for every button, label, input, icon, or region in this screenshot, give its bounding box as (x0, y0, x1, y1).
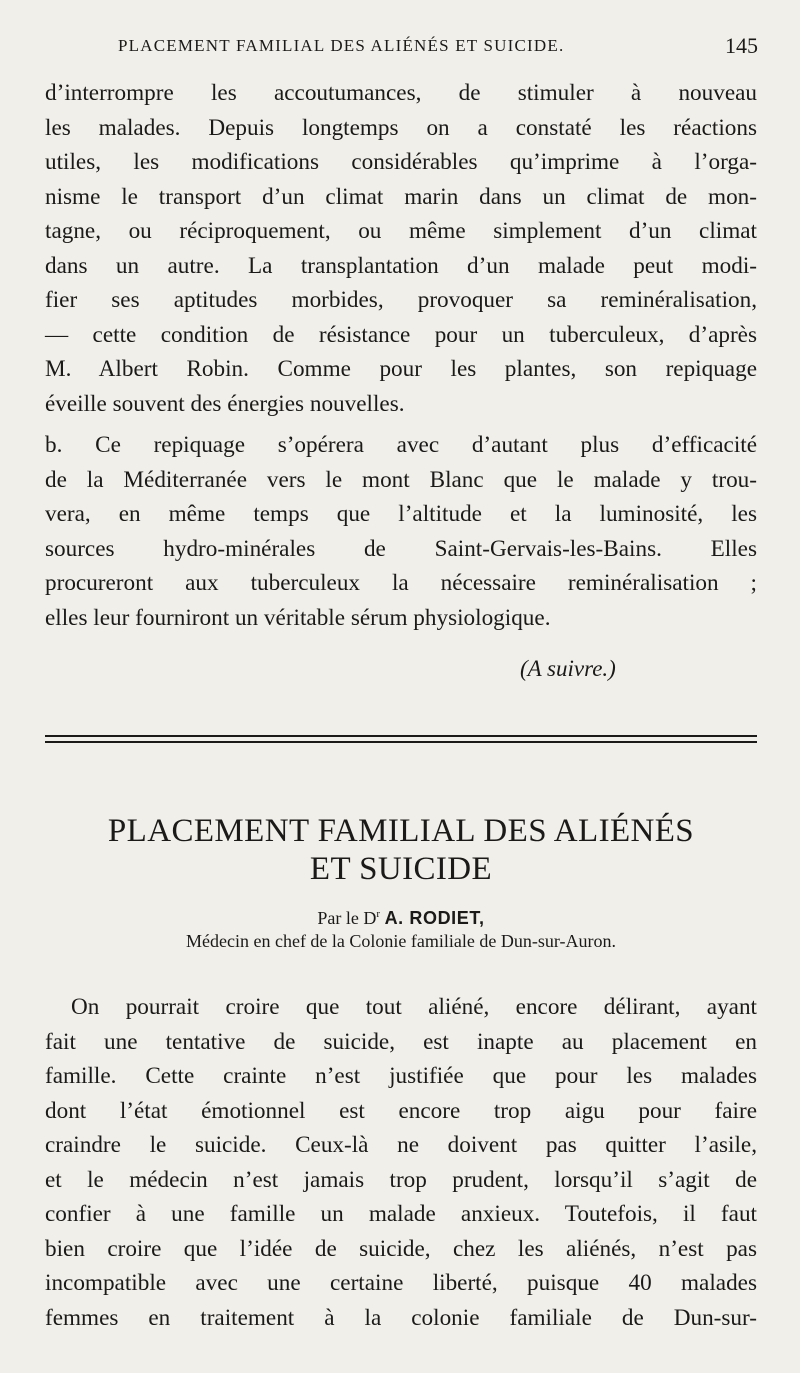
to-be-continued-text: (A suivre.) (520, 656, 616, 681)
text-line: fier ses aptitudes morbides, provoquer sa reminéralisation, (45, 287, 757, 313)
running-head (118, 33, 758, 58)
text-line: elles leur fourniront un véritable sérum physiologique. (45, 604, 551, 631)
text-line: famille. Cette crainte n’est justifiée que pour les malades (45, 1063, 757, 1089)
text-line: craindre le suicide. Ceux-là ne doivent pas quitter l’asile, (45, 1132, 757, 1158)
text-line: confier à une famille un malade anxieux. Toutefois, il faut (45, 1201, 757, 1227)
article-title-line: PLACEMENT FAMILIAL DES ALIÉNÉS (107, 813, 695, 849)
running-head-title: PLACEMENT FAMILIAL DES ALIÉNÉS ET SUICIDE. (118, 36, 565, 55)
text-line: utiles, les modifications considérables qu’imprime à l’orga- (45, 149, 757, 175)
text-line: On pourrait croire que tout aliéné, encore délirant, ayant (71, 994, 757, 1020)
text-line: M. Albert Robin. Comme pour les plantes, son repiquage (45, 356, 757, 382)
to-be-continued (520, 656, 616, 682)
author-name: A. RODIET, (384, 908, 485, 928)
text-line: éveille souvent des énergies nouvelles. (45, 390, 405, 417)
section-divider-top (45, 735, 757, 737)
section-divider-bottom (45, 741, 757, 743)
section-b-paragraph (45, 428, 757, 635)
text-line: — cette condition de résistance pour un tuberculeux, d’après (45, 321, 757, 348)
text-line: incompatible avec une certaine liberté, puisque 40 malades (45, 1270, 757, 1296)
byline-prefix: Par le D (317, 908, 377, 928)
text-line: de la Méditerranée vers le mont Blanc que le malade y trou- (45, 466, 757, 493)
text-line: procureront aux tuberculeux la nécessaire reminéralisation ; (45, 570, 757, 596)
text-line: b. Ce repiquage s’opérera avec d’autant plus d’efficacité (45, 432, 757, 458)
text-line: vera, en même temps que l’altitude et la luminosité, les (45, 501, 757, 527)
continued-paragraph (45, 76, 757, 421)
text-line: femmes en traitement à la colonie familiale de Dun-sur- (45, 1304, 757, 1331)
text-line: sources hydro-minérales de Saint-Gervais-les-Bains. Elles (45, 535, 757, 562)
text-line: nisme le transport d’un climat marin dans un climat de mon- (45, 183, 757, 210)
text-line: les malades. Depuis longtemps on a constaté les réactions (45, 114, 757, 141)
page-number: 145 (725, 33, 758, 58)
text-line: et le médecin n’est jamais trop prudent, lorsqu’il s’agit de (45, 1166, 757, 1193)
byline (45, 908, 757, 929)
text-line: dont l’état émotionnel est encore trop aigu pour faire (45, 1097, 757, 1124)
text-line: tagne, ou réciproquement, ou même simplement d’un climat (45, 218, 757, 244)
text-line: bien croire que l’idée de suicide, chez les aliénés, n’est pas (45, 1235, 757, 1262)
text-line: dans un autre. La transplantation d’un malade peut modi- (45, 252, 757, 279)
article-body (45, 990, 757, 1335)
article-title-line: ET SUICIDE (309, 851, 493, 887)
text-line: d’interrompre les accoutumances, de stimuler à nouveau (45, 80, 757, 106)
text-line: fait une tentative de suicide, est inapte au placement en (45, 1028, 757, 1055)
author-affiliation: Médecin en chef de la Colonie familiale de Dun-sur-Auron. (186, 931, 616, 951)
article-title (45, 812, 757, 888)
byline-sup: r (376, 908, 381, 920)
